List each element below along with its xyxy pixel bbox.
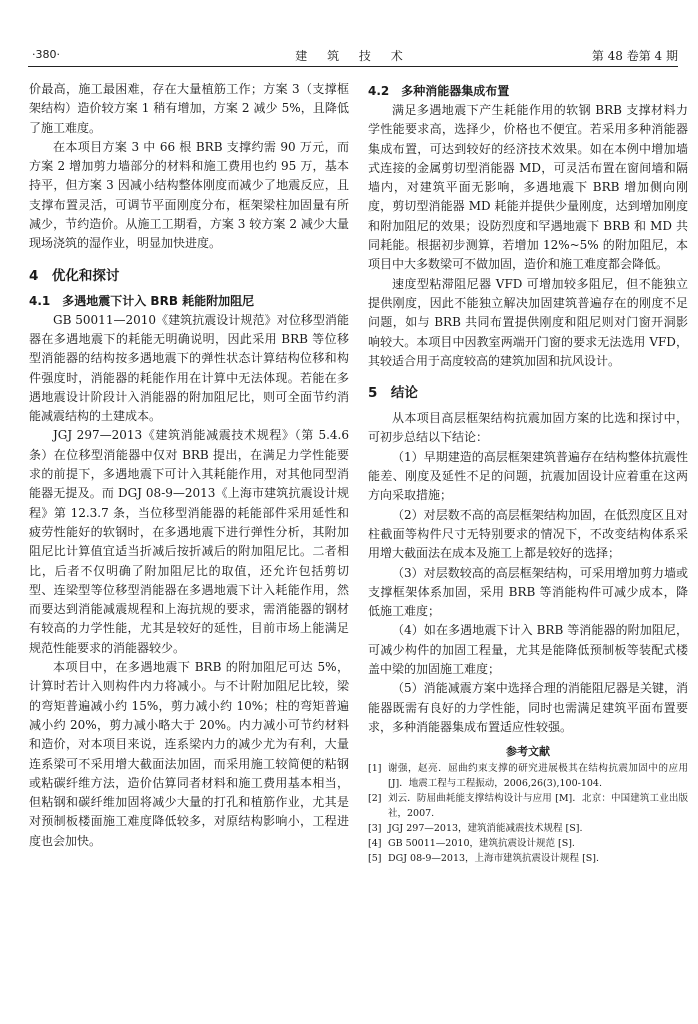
subsection-heading-4-1: 4.1 多遇地震下计入 BRB 耗能附加阻尼 — [29, 293, 255, 308]
subsection-heading-4-2: 4.2 多种消能器集成布置 — [368, 84, 510, 98]
conclusion-item: （1）早期建造的高层框架建筑普遍存在结构整体抗震性能差、刚度及延性不足的问题，抗震加固设计应着重在这两方向采取措施； — [368, 449, 688, 503]
paragraph: 在本项目方案 3 中 66 根 BRB 支撑约需 90 万元，而方案 2 增加剪力墙部分的材料和施工费用也约 95 万，基本持平，但方案 3 因减小结构整体刚度而减少了地震反应，且支撑布置灵活，可调节平面刚度分布，框架梁柱加固量有所减少，节约造价。从施工工期看，方案 3 较方案 2 减少大量现场浇筑的湿作业，明显加快进度。 — [29, 139, 349, 251]
paragraph: 满足多遇地震下产生耗能作用的软钢 BRB 支撑材料力学性能要求高，选择少，价格也不便宜。若采用多种消能器集成布置，可达到较好的经济技术效果。如在本例中增加墙式连接的金属剪切型消能器 MD，可灵活布置在窗间墙和隔墙内，对建筑平面无影响，多遇地震下 BRB 增加侧向刚度，剪切型消能器 MD 耗能并提供少量刚度，达到增加刚度和附加阻尼的效果；设防烈度和罕遇地震下 BRB 和 MD 共同耗能。根据初步测算，若增加 12%~5% 的附加阻尼，本项目中大多数梁可不做加固，造价和施工难度都会降低。 — [368, 103, 688, 272]
reference-item: [4] GB 50011—2010，建筑抗震设计规范 [S]. — [368, 838, 575, 850]
section-heading-5: 5 结论 — [368, 385, 418, 402]
paragraph: GB 50011—2010《建筑抗震设计规范》对位移型消能器在多遇地震下的耗能无明确说明，因此采用 BRB 等位移型消能器的结构按多遇地震下的弹性状态计算结构位移和构件强度时，消能器的耗能作用在计算中无法体现。若能在多遇地震设计阶段计入消能器的附加阻尼比，则可全面节约消能减震结构的土建成本。 — [29, 312, 349, 424]
paragraph: 价最高，施工最困难，存在大量植筋工作；方案 3（支撑框架结构）造价较方案 1 稍有增加，方案 2 减少 5%，且降低了施工难度。 — [29, 82, 349, 135]
reference-item: [2] 刘云．防屈曲耗能支撑结构设计与应用 [M]．北京：中国建筑工业出版社，2007. — [368, 793, 688, 820]
paragraph: 本项目中，在多遇地震下 BRB 的附加阻尼可达 5%，计算时若计入则构件内力将减小。与不计附加阻尼比较，梁的弯矩普遍减小约 15%，剪力减小约 10%；柱的弯矩普遍减小约 20%，剪力减小略大于 20%。内力减小可节约材料和造价，对本项目来说，连系梁内力的减少尤为有利，大量连系梁可不采用增大截面法加固，而采用施工较简便的粘钢或粘碳纤维方法，造价估算同者材料和施工费用基本相当，但粘钢和碳纤维加固将减少大量的打孔和植筋作业，尤其是对预制板楼面施工难度降低较多，对原结构影响小，工程进度也会加快。 — [29, 660, 349, 848]
paragraph: JGJ 297—2013《建筑消能减震技术规程》（第 5.4.6 条）在位移型消能器中仅对 BRB 提出，在满足力学性能要求的前提下，多遇地震下可计入其耗能作用，对其他同型消能器无提及。而 DGJ 08-9—2013《上海市建筑抗震设计规程》第 12.3.7 条，当位移型消能器的耗能部件采用延性和疲劳性能好的软钢时，在多遇地震下进行弹性分析，其附加阻尼比计算值宜适当折减后按折减后的附加阻尼比。二者相比，后者不仅明确了附加阻尼比的取值，还允许包括剪切型、连梁型等位移型消能器在多遇地震下计入耗能作用，然而要达到消能减震规程和上海抗规的要求，需消能器的钢材有较高的力学性能，尤其是较好的延性，目前市场上能满足规范性能要求的消能器较少。 — [29, 428, 349, 655]
reference-item: [5] DGJ 08-9—2013，上海市建筑抗震设计规程 [S]. — [368, 853, 600, 865]
references-heading: 参考文献 — [506, 745, 550, 759]
section-heading-4: 4 优化和探讨 — [29, 267, 120, 284]
running-header — [28, 44, 678, 67]
journal-title: 建 筑 技 术 — [295, 49, 411, 63]
reference-list — [368, 761, 688, 866]
volume-issue: 第 48 卷第 4 期 — [591, 49, 678, 63]
reference-item: [1] 谢强，赵亮．屈曲约束支撑的研究进展极其在结构抗震加固中的应用 [J]．地震工程与工程振动，2006,26(3),100-104. — [368, 763, 688, 790]
right-column — [368, 80, 688, 866]
reference-item: [3] JGJ 297—2013，建筑消能减震技术规程 [S]. — [368, 823, 583, 835]
conclusion-item: （3）对层数较高的高层框架结构，可采用增加剪力墙或支撑框架体系加固，采用 BRB 等消能构件可减少成本，降低施工难度； — [368, 565, 688, 619]
page-number: ·380· — [32, 48, 60, 61]
left-column — [29, 80, 349, 851]
conclusion-item: （5）消能减震方案中选择合理的消能阻尼器是关键，消能器既需有良好的力学性能，同时也需满足建筑平面布置要求，多种消能器集成布置适应性较强。 — [368, 681, 688, 734]
conclusion-item: （2）对层数不高的高层框架结构加固，在低烈度区且对柱截面等构件尺寸无特别要求的情况下，不改变结构体系采用增大截面法在成本及施工上都是较好的选择； — [368, 507, 688, 561]
paragraph: 速度型粘滞阻尼器 VFD 可增加较多阻尼，但不能独立提供刚度，因此不能独立解决加固建筑普遍存在的刚度不足问题，如与 BRB 共同布置提供刚度和阻尼则对门窗开洞影响较大。本项目中因教室两端开门窗的要求无法选用 VFD，其较适合用于高度较高的建筑加固和抗风设计。 — [368, 276, 688, 368]
conclusion-item: （4）如在多遇地震下计入 BRB 等消能器的附加阻尼，可减少构件的加固工程量，尤其是能降低预制板等装配式楼盖中梁的加固施工难度； — [368, 623, 688, 677]
paragraph: 从本项目高层框架结构抗震加固方案的比选和探讨中，可初步总结以下结论： — [368, 411, 688, 445]
